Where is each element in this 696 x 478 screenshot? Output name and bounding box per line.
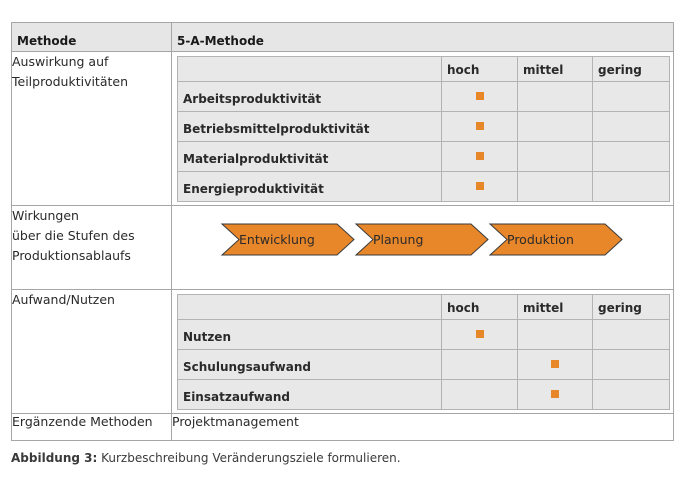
row-name: Materialproduktivität <box>178 142 442 172</box>
rating-cell-hoch <box>442 142 518 172</box>
table-row <box>178 172 670 202</box>
rating-cell-gering <box>593 380 670 410</box>
rating-cell-hoch <box>442 82 518 112</box>
blank-header <box>178 57 442 82</box>
rating-cell-gering <box>593 172 670 202</box>
col-gering: gering <box>593 295 670 320</box>
table-row <box>178 82 670 112</box>
label-line: über die Stufen des <box>12 228 135 243</box>
label-auswirkung <box>12 52 172 206</box>
caption-text: Kurzbeschreibung Veränderungsziele formulieren. <box>101 451 401 465</box>
stage-chevron <box>222 224 354 255</box>
rating-cell-mittel <box>518 320 593 350</box>
stage-label: Planung <box>373 232 424 247</box>
row-name: Schulungsaufwand <box>178 350 442 380</box>
rating-cell-hoch <box>442 172 518 202</box>
stage-chevron <box>490 224 622 255</box>
label-ergaenzend: Ergänzende Methoden <box>12 414 172 441</box>
label-wirkungen <box>12 206 172 290</box>
col-mittel: mittel <box>518 295 593 320</box>
blank-header <box>178 295 442 320</box>
col-gering: gering <box>593 57 670 82</box>
col-hoch: hoch <box>442 57 518 82</box>
header-methode: Methode <box>12 23 172 52</box>
label-aufwand: Aufwand/Nutzen <box>12 290 172 414</box>
rating-marker <box>551 390 559 398</box>
row-name: Betriebsmittelproduktivität <box>178 112 442 142</box>
rating-cell-mittel <box>518 82 593 112</box>
col-hoch: hoch <box>442 295 518 320</box>
process-flow-diagram <box>172 206 672 288</box>
table-row <box>178 380 670 410</box>
rating-cell-hoch <box>442 320 518 350</box>
stage-chevron <box>356 224 488 255</box>
rating-cell-mittel <box>518 172 593 202</box>
rating-cell-hoch <box>442 350 518 380</box>
rating-cell-gering <box>593 112 670 142</box>
effort-table <box>177 294 670 410</box>
header-method-name: 5-A-Methode <box>172 23 674 52</box>
label-line: Produktionsablaufs <box>12 248 131 263</box>
table-row <box>178 112 670 142</box>
rating-cell-mittel <box>518 142 593 172</box>
rating-marker <box>476 92 484 100</box>
label-line: Teilproduktivitäten <box>12 74 129 89</box>
table-row <box>178 320 670 350</box>
productivity-table <box>177 56 670 202</box>
rating-marker <box>476 330 484 338</box>
rating-marker <box>476 122 484 130</box>
row-name: Einsatzaufwand <box>178 380 442 410</box>
rating-cell-gering <box>593 320 670 350</box>
row-auswirkung <box>12 52 674 206</box>
label-line: Wirkungen <box>12 208 79 223</box>
col-mittel: mittel <box>518 57 593 82</box>
table-row <box>178 142 670 172</box>
cell-auswirkung <box>172 52 674 206</box>
rating-cell-gering <box>593 82 670 112</box>
process-flow <box>172 206 673 288</box>
rating-cell-mittel <box>518 350 593 380</box>
rating-cell-gering <box>593 142 670 172</box>
rating-cell-mittel <box>518 112 593 142</box>
row-ergaenzend <box>12 414 674 441</box>
row-name: Energieproduktivität <box>178 172 442 202</box>
rating-marker <box>476 182 484 190</box>
label-line: Auswirkung auf <box>12 54 109 69</box>
cell-wirkungen <box>172 206 674 290</box>
cell-aufwand <box>172 290 674 414</box>
effort-header-row <box>178 295 670 320</box>
row-wirkungen <box>12 206 674 290</box>
row-name: Nutzen <box>178 320 442 350</box>
rating-cell-hoch <box>442 112 518 142</box>
rating-marker <box>476 152 484 160</box>
row-name: Arbeitsproduktivität <box>178 82 442 112</box>
rating-cell-hoch <box>442 380 518 410</box>
value-ergaenzend: Projektmanagement <box>172 414 674 441</box>
method-table <box>11 22 674 441</box>
rating-cell-gering <box>593 350 670 380</box>
table-row <box>178 350 670 380</box>
row-aufwand <box>12 290 674 414</box>
caption-prefix: Abbildung 3: <box>11 451 98 465</box>
rating-marker <box>551 360 559 368</box>
figure-caption <box>11 451 401 465</box>
productivity-header-row <box>178 57 670 82</box>
rating-cell-mittel <box>518 380 593 410</box>
table-header-row <box>12 23 674 52</box>
stage-label: Entwicklung <box>239 232 315 247</box>
stage-label: Produktion <box>507 232 574 247</box>
